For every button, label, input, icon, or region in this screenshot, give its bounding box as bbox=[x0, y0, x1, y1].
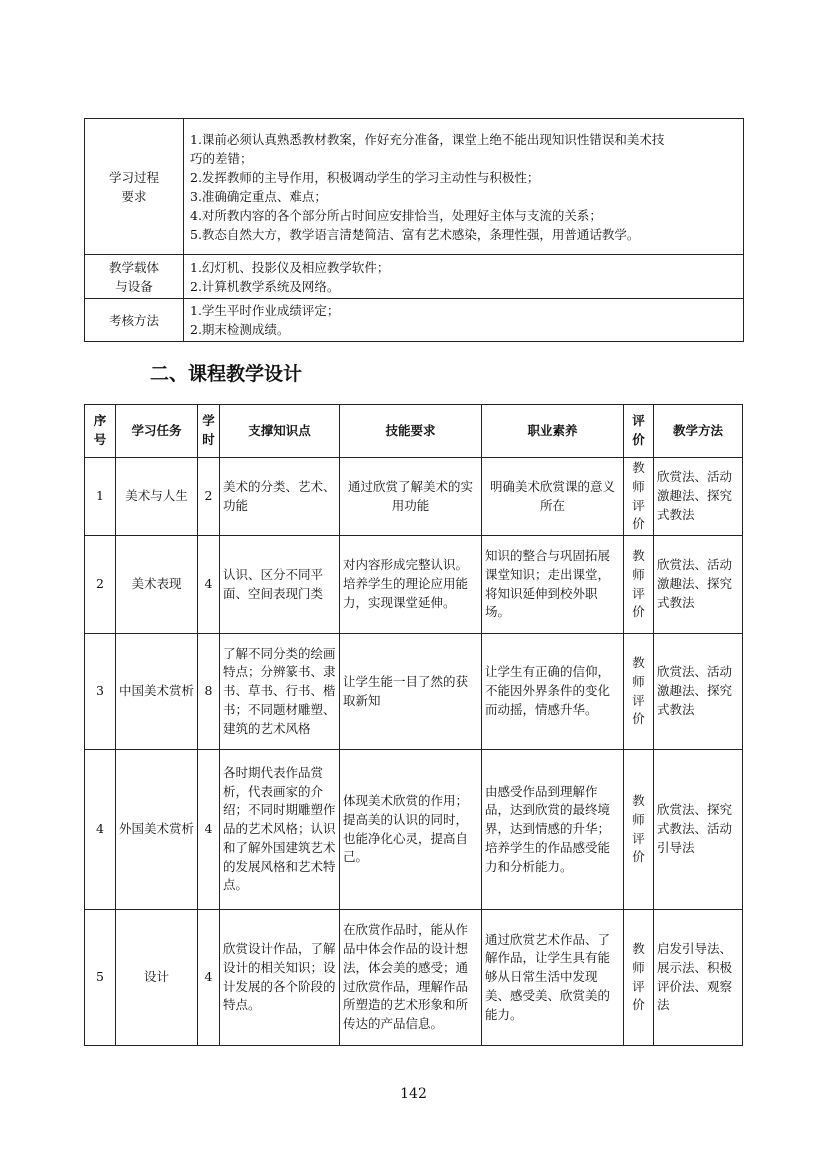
cell-seq: 2 bbox=[85, 536, 116, 634]
requirement-line: 4.对所教内容的各个部分所占时间应安排恰当，处理好主体与支流的关系； bbox=[190, 207, 602, 223]
cell-knowledge: 欣赏设计作品，了解设计的相关知识；设计发展的各个阶段的特点。 bbox=[220, 910, 340, 1046]
requirement-row bbox=[85, 299, 744, 342]
header-hours: 学 时 bbox=[198, 405, 220, 458]
requirement-line: 2.计算机教学系统及网络。 bbox=[190, 278, 340, 294]
cell-knowledge: 美术的分类、艺术、功能 bbox=[220, 458, 340, 536]
table-row bbox=[85, 536, 743, 634]
cell-hours: 4 bbox=[198, 536, 220, 634]
cell-task: 美术与人生 bbox=[116, 458, 198, 536]
cell-method: 欣赏法、活动激趣法、探究式教法 bbox=[654, 536, 743, 634]
requirement-content bbox=[184, 255, 744, 299]
cell-seq: 1 bbox=[85, 458, 116, 536]
requirement-row bbox=[85, 255, 744, 299]
cell-task: 美术表现 bbox=[116, 536, 198, 634]
requirement-line: 1.学生平时作业成绩评定； bbox=[190, 303, 340, 318]
cell-seq: 3 bbox=[85, 634, 116, 750]
cell-method: 欣赏法、探究式教法、活动引导法 bbox=[654, 750, 743, 910]
requirement-line: 1.幻灯机、投影仪及相应教学软件； bbox=[190, 259, 390, 275]
header-knowledge: 支撑知识点 bbox=[220, 405, 340, 458]
cell-knowledge: 各时期代表作品赏析，代表画家的介绍；不同时期雕塑作品的艺术风格；认识和了解外国建筑艺术的发展风格和艺术特点。 bbox=[220, 750, 340, 910]
table-header-row bbox=[85, 405, 743, 458]
cell-quality: 通过欣赏艺术作品、了解作品，让学生具有能够从日常生活中发现美、感受美、欣赏美的能力。 bbox=[482, 910, 624, 1046]
cell-knowledge: 认识、区分不同平面、空间表现门类 bbox=[220, 536, 340, 634]
requirement-line: 5.教态自然大方，教学语言清楚简洁、富有艺术感染，条理性强，用普通话教学。 bbox=[190, 226, 640, 242]
cell-evaluation: 教 师 评 价 bbox=[624, 634, 654, 750]
header-seq: 序 号 bbox=[85, 405, 116, 458]
requirement-line: 3.准确确定重点、难点； bbox=[190, 188, 327, 204]
cell-task: 外国美术赏析 bbox=[116, 750, 198, 910]
table-row bbox=[85, 750, 743, 910]
cell-task: 设计 bbox=[116, 910, 198, 1046]
cell-task: 中国美术赏析 bbox=[116, 634, 198, 750]
cell-skills: 体现美术欣赏的作用；提高美的认识的同时，也能净化心灵，提高自己。 bbox=[340, 750, 482, 910]
cell-quality: 知识的整合与巩固拓展课堂知识；走出课堂，将知识延伸到校外职场。 bbox=[482, 536, 624, 634]
requirements-table bbox=[84, 118, 744, 342]
cell-hours: 4 bbox=[198, 750, 220, 910]
header-quality: 职业素养 bbox=[482, 405, 624, 458]
header-skills: 技能要求 bbox=[340, 405, 482, 458]
cell-skills: 在欣赏作品时，能从作品中体会作品的设计想法，体会美的感受；通过欣赏作品，理解作品所塑造的艺术形象和所传达的产品信息。 bbox=[340, 910, 482, 1046]
cell-evaluation: 教 师 评 价 bbox=[624, 750, 654, 910]
section-title: 二、课程教学设计 bbox=[150, 363, 303, 385]
requirement-row bbox=[85, 119, 744, 255]
cell-seq: 5 bbox=[85, 910, 116, 1046]
header-task: 学习任务 bbox=[116, 405, 198, 458]
requirement-label: 教学载体 与设备 bbox=[85, 255, 184, 299]
cell-evaluation: 教 师 评 价 bbox=[624, 458, 654, 536]
table-row bbox=[85, 910, 743, 1046]
table-row bbox=[85, 458, 743, 536]
requirement-line: 巧的差错； bbox=[190, 150, 253, 166]
header-evaluation: 评 价 bbox=[624, 405, 654, 458]
cell-evaluation: 教 师 评 价 bbox=[624, 536, 654, 634]
requirement-content bbox=[184, 299, 744, 342]
cell-skills: 对内容形成完整认识。培养学生的理论应用能力，实现课堂延伸。 bbox=[340, 536, 482, 634]
cell-seq: 4 bbox=[85, 750, 116, 910]
cell-evaluation: 教 师 评 价 bbox=[624, 910, 654, 1046]
cell-quality: 由感受作品到理解作品，达到欣赏的最终境界，达到情感的升华；培养学生的作品感受能力和分析能力。 bbox=[482, 750, 624, 910]
requirement-content bbox=[184, 119, 744, 255]
cell-skills: 让学生能一目了然的获取新知 bbox=[340, 634, 482, 750]
table-row bbox=[85, 634, 743, 750]
course-design-table bbox=[84, 404, 743, 1046]
requirement-label: 考核方法 bbox=[85, 299, 184, 342]
cell-skills: 通过欣赏了解美术的实用功能 bbox=[340, 458, 482, 536]
cell-knowledge: 了解不同分类的绘画特点；分辨篆书、隶书、草书、行书、楷书；不同题材雕塑、建筑的艺术风格 bbox=[220, 634, 340, 750]
cell-hours: 4 bbox=[198, 910, 220, 1046]
cell-hours: 8 bbox=[198, 634, 220, 750]
page-number: 142 bbox=[400, 1086, 427, 1102]
cell-quality: 明确美术欣赏课的意义所在 bbox=[482, 458, 624, 536]
requirement-label: 学习过程 要求 bbox=[85, 119, 184, 255]
cell-method: 启发引导法、展示法、积极评价法、观察法 bbox=[654, 910, 743, 1046]
requirement-line: 2.发挥教师的主导作用，积极调动学生的学习主动性与积极性； bbox=[190, 169, 540, 185]
cell-method: 欣赏法、活动激趣法、探究式教法 bbox=[654, 634, 743, 750]
cell-hours: 2 bbox=[198, 458, 220, 536]
requirement-line: 2.期末检测成绩。 bbox=[190, 322, 290, 337]
cell-quality: 让学生有正确的信仰，不能因外界条件的变化而动摇，情感升华。 bbox=[482, 634, 624, 750]
requirement-line: 1.课前必须认真熟悉教材教案，作好充分准备，课堂上绝不能出现知识性错误和美术技 bbox=[190, 131, 665, 147]
cell-method: 欣赏法、活动激趣法、探究式教法 bbox=[654, 458, 743, 536]
header-method: 教学方法 bbox=[654, 405, 743, 458]
